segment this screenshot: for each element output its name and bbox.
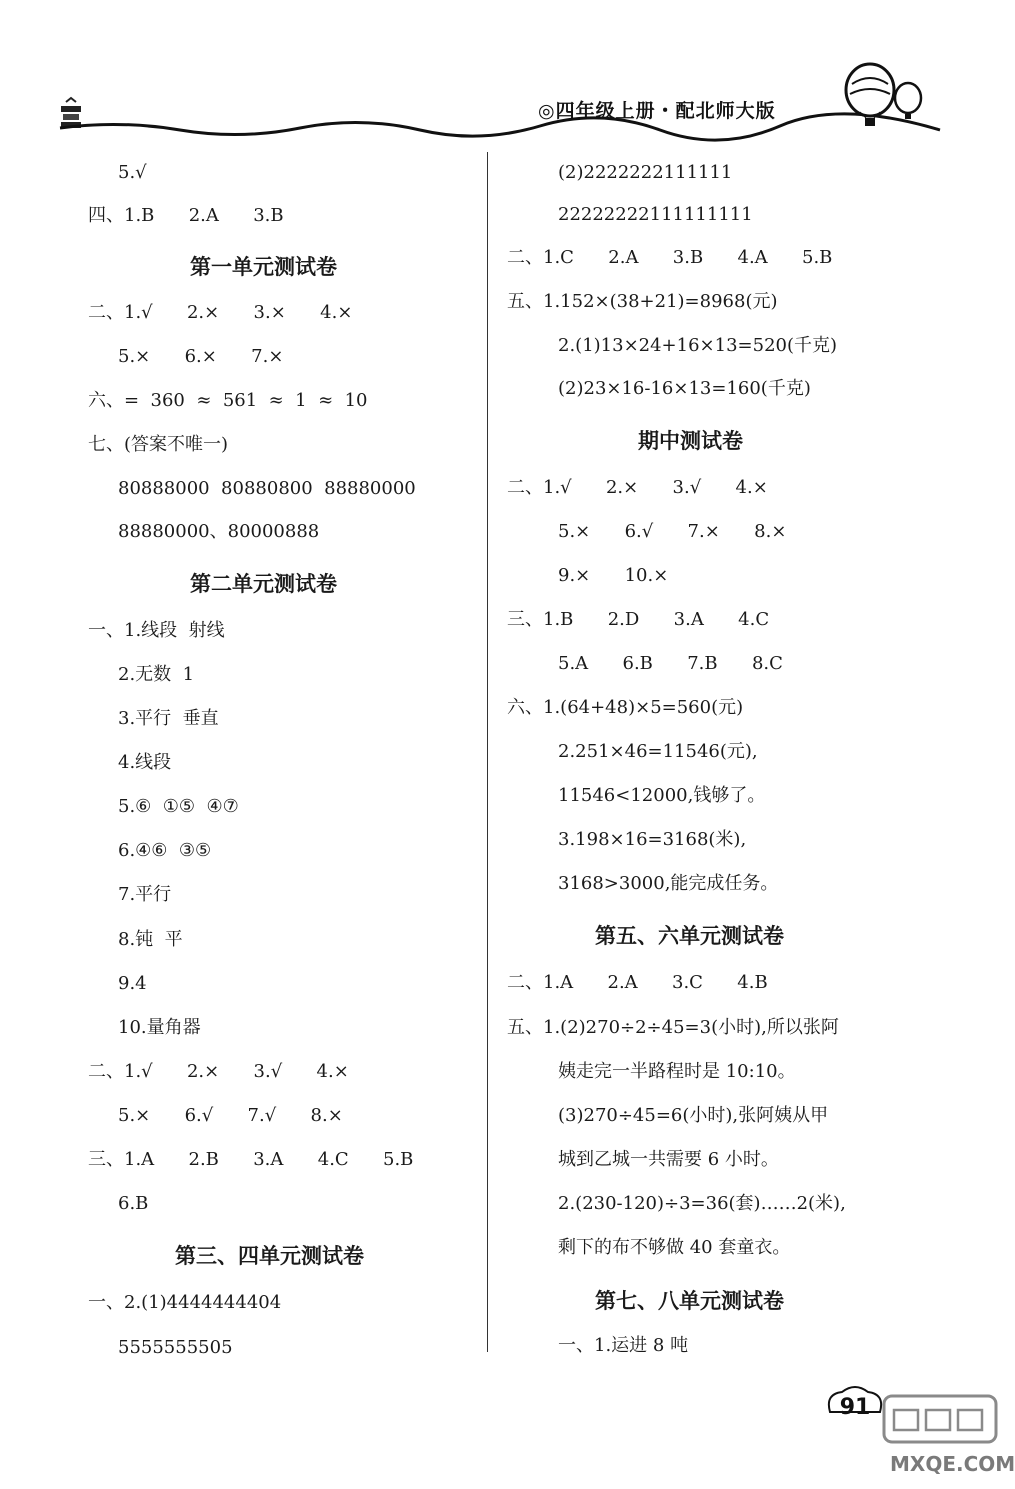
answer-line: 8.钝 平 [118, 929, 183, 950]
section-heading: 第五、六单元测试卷 [595, 924, 784, 948]
answer-line: 2.无数 1 [118, 664, 195, 685]
answer-line: (2)2222222111111 [558, 162, 733, 183]
answer-line: 3168>3000,能完成任务。 [558, 873, 779, 894]
answer-line: 一、1.线段 射线 [88, 620, 225, 641]
header-wavy-line [60, 118, 940, 138]
answer-line: (3)270÷45=6(小时),张阿姨从甲 [558, 1105, 829, 1126]
answer-line: 9.× 10.× [558, 565, 669, 586]
answer-line: 80888000 80880800 88880000 [118, 478, 416, 499]
answer-line: 6.④⑥ ③⑤ [118, 840, 212, 861]
answer-line: 11546<12000,钱够了。 [558, 785, 766, 806]
header-title: ◎四年级上册・配北师大版 [538, 100, 776, 122]
answer-line: 3.198×16=3168(米), [558, 829, 747, 850]
hot-air-balloon-icon [838, 62, 928, 142]
section-heading: 第二单元测试卷 [190, 572, 337, 596]
answer-line: 二、1.A 2.A 3.C 4.B [507, 972, 768, 993]
answer-line: 10.量角器 [118, 1017, 201, 1038]
section-heading: 第三、四单元测试卷 [175, 1244, 364, 1268]
answer-line: 剩下的布不够做 40 套童衣。 [558, 1237, 791, 1258]
answer-line: 5.× 6.× 7.× [118, 346, 284, 367]
answer-line: 6.B [118, 1193, 149, 1214]
answer-line: (2)23×16-16×13=160(千克) [558, 378, 811, 399]
answer-line: 2.(1)13×24+16×13=520(千克) [558, 335, 838, 356]
answer-line: 3.平行 垂直 [118, 708, 219, 729]
answer-line: 姨走完一半路程时是 10:10。 [558, 1061, 796, 1082]
answer-line: 88880000、80000888 [118, 521, 320, 542]
answer-line: 六、1.(64+48)×5=560(元) [507, 697, 744, 718]
answer-line: 5555555505 [118, 1337, 233, 1358]
answer-line: 三、1.A 2.B 3.A 4.C 5.B [88, 1149, 414, 1170]
answer-line: 一、1.运进 8 吨 [558, 1335, 689, 1356]
answer-line: 2.251×46=11546(元), [558, 741, 758, 762]
answer-line: 四、1.B 2.A 3.B [88, 205, 284, 226]
section-heading: 第七、八单元测试卷 [595, 1289, 784, 1313]
watermark-text: MXQE.COM [890, 1452, 1015, 1476]
answer-line: 城到乙城一共需要 6 小时。 [558, 1149, 779, 1170]
answer-line: 七、(答案不唯一) [88, 434, 229, 455]
answer-line: 五、1.152×(38+21)=8968(元) [507, 291, 778, 312]
answer-line: 一、2.(1)4444444404 [88, 1292, 282, 1313]
section-heading: 第一单元测试卷 [190, 255, 337, 279]
answer-line: 9.4 [118, 973, 147, 994]
answer-line: 4.线段 [118, 752, 172, 773]
answer-line: 三、1.B 2.D 3.A 4.C [507, 609, 770, 630]
answer-line: 5.× 6.√ 7.× 8.× [558, 521, 787, 542]
section-heading: 期中测试卷 [638, 429, 743, 453]
answer-line: 二、1.√ 2.× 3.√ 4.× [507, 477, 768, 498]
answer-line: 五、1.(2)270÷2÷45=3(小时),所以张阿 [507, 1017, 839, 1038]
answer-line: 二、1.√ 2.× 3.× 4.× [88, 302, 353, 323]
answer-line: 7.平行 [118, 884, 172, 905]
answer-line: 2.(230-120)÷3=36(套)……2(米), [558, 1193, 846, 1214]
answer-line: 5.⑥ ①⑤ ④⑦ [118, 796, 239, 817]
column-divider [487, 152, 488, 1352]
answer-line: 5.√ [118, 162, 147, 183]
answer-line: 二、1.C 2.A 3.B 4.A 5.B [507, 247, 833, 268]
answer-line: 5.A 6.B 7.B 8.C [558, 653, 783, 674]
answer-line: 22222222111111111 [558, 204, 753, 225]
answer-line: 六、= 360 ≈ 561 ≈ 1 ≈ 10 [88, 390, 368, 411]
page-number: 91 [839, 1395, 871, 1420]
answer-line: 5.× 6.√ 7.√ 8.× [118, 1105, 343, 1126]
answer-line: 二、1.√ 2.× 3.√ 4.× [88, 1061, 349, 1082]
